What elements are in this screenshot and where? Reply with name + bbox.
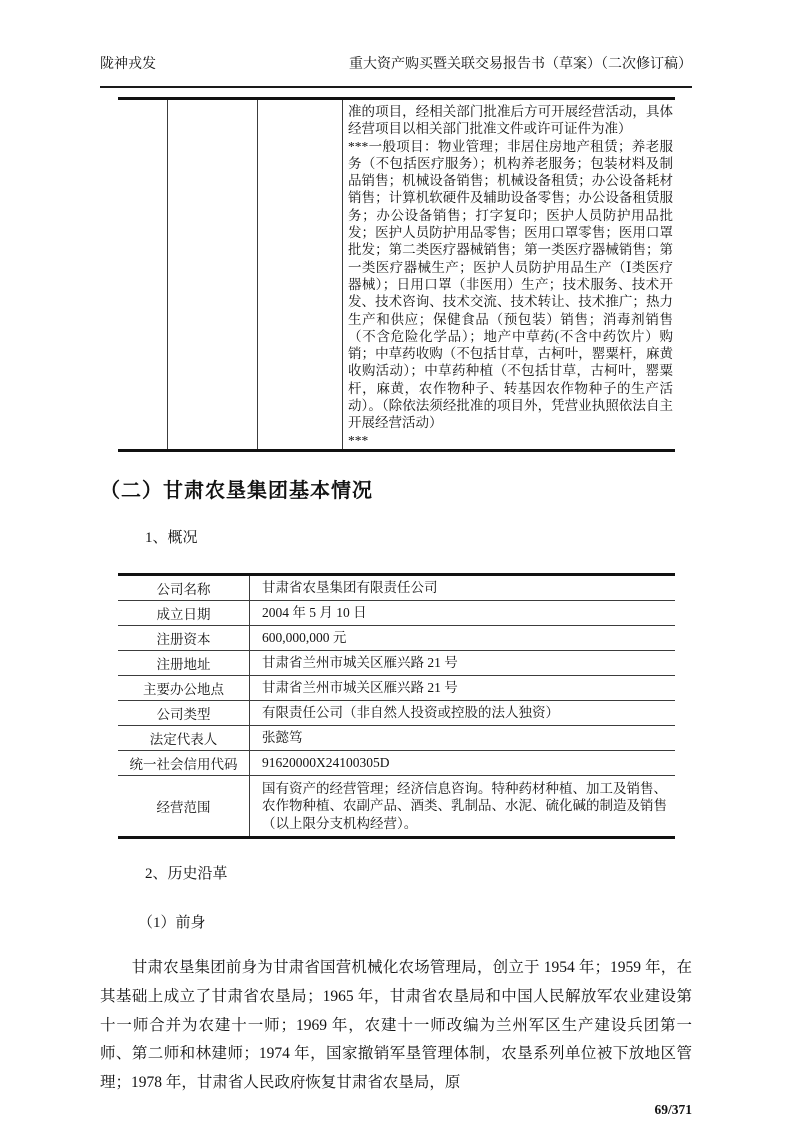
- table-row: [118, 576, 675, 601]
- row-label: 经营范围: [118, 776, 250, 837]
- scope-table-col-empty-3: [258, 100, 343, 449]
- subsection-predecessor: （1）前身: [138, 915, 206, 932]
- row-label: 注册资本: [118, 626, 250, 650]
- row-value: 张懿笃: [262, 729, 303, 745]
- row-value: 甘肃省兰州市城关区雁兴路 21 号: [262, 679, 458, 695]
- scope-table-text-cell: [343, 100, 675, 449]
- table-row: [118, 601, 675, 626]
- table-row: [118, 676, 675, 701]
- row-value: 国有资产的经营管理；经济信息咨询。特种药材种植、加工及销售、农作物种植、农副产品、酒类、乳制品、水泥、硫化碱的制造及销售（以上限分支机构经营）。: [262, 780, 667, 831]
- row-value: 91620000X24100305D: [262, 754, 390, 770]
- row-label: 主要办公地点: [118, 676, 250, 700]
- row-label: 公司名称: [118, 576, 250, 600]
- scope-paragraph-2: ***一般项目：物业管理；非居住房地产租赁；养老服务（不包括医疗服务）；机构养老服务；包装材料及制品销售；机械设备销售；机械设备租赁；办公设备耗材销售；计算机软硬件及辅助设备零售；办公设备租赁服务；办公设备销售；打字复印；医护人员防护用品批发；医护人员防护用品零售；医用口罩零售；医用口罩批发；第二类医疗器械销售；第一类医疗器械销售；第一类医疗器械生产；医护人员防护用品生产（Ⅰ类医疗器械）；日用口罩（非医用）生产；技术服务、技术开发、技术咨询、技术交流、技术转让、技术推广；热力生产和供应；保健食品（预包装）销售；消毒剂销售（不含危险化学品）；地产中草药(不含中药饮片）购销；中草药收购（不包括甘草，古柯叶，罂粟杆，麻黄收购活动）；中草药种植（不包括甘草，古柯叶，罂粟杆，麻黄，农作物种子、转基因农作物种子的生产活动）。（除依法须经批准的项目外，凭营业执照依法自主开展经营活动）: [348, 138, 673, 431]
- row-label: 注册地址: [118, 651, 250, 675]
- business-scope-table-continued: [118, 97, 675, 452]
- history-paragraph: 甘肃农垦集团前身为甘肃省国营机械化农场管理局，创立于 1954 年；1959 年，在其基础上成立了甘肃省农垦局；1965 年，甘肃省农垦局和中国人民解放军农业建设第十一师合并为农建十一师；1969 年，农建十一师改编为兰州军区生产建设兵团第一师、第二师和林建师；1974 年，国家撤销军垦管理体制，农垦系列单位被下放地区管理；1978 年，甘肃省人民政府恢复甘肃省农垦局，原: [100, 959, 692, 1091]
- row-label: 成立日期: [118, 601, 250, 625]
- scope-table-col-empty-1: [118, 100, 168, 449]
- company-info-table: [118, 573, 675, 840]
- scope-paragraph-3: ***: [348, 432, 369, 448]
- row-value: 甘肃省兰州市城关区雁兴路 21 号: [262, 654, 458, 670]
- page-number: 69/371: [654, 1102, 692, 1118]
- row-label: 法定代表人: [118, 726, 250, 750]
- subsection-overview: 1、概况: [145, 529, 198, 546]
- page-header: [100, 55, 692, 88]
- table-row: [118, 701, 675, 726]
- table-row: [118, 751, 675, 776]
- subsection-history: 2、历史沿革: [145, 866, 228, 883]
- row-label: 公司类型: [118, 701, 250, 725]
- table-row: [118, 626, 675, 651]
- row-value: 甘肃省农垦集团有限责任公司: [262, 579, 438, 595]
- scope-table-col-empty-2: [168, 100, 258, 449]
- row-value: 有限责任公司（非自然人投资或控股的法人独资）: [262, 704, 559, 720]
- header-left-title: 陇神戎发: [100, 57, 156, 72]
- row-value: 2004 年 5 月 10 日: [262, 604, 367, 620]
- section-heading: （二）甘肃农垦集团基本情况: [100, 479, 373, 502]
- table-row: [118, 726, 675, 751]
- row-value: 600,000,000 元: [262, 629, 347, 645]
- table-row: [118, 776, 675, 837]
- header-right-title: 重大资产购买暨关联交易报告书（草案）（二次修订稿）: [349, 57, 692, 72]
- table-row: [118, 651, 675, 676]
- row-label: 统一社会信用代码: [118, 751, 250, 775]
- scope-paragraph-1: 准的项目，经相关部门批准后方可开展经营活动，具体经营项目以相关部门批准文件或许可证件为准）: [348, 104, 673, 137]
